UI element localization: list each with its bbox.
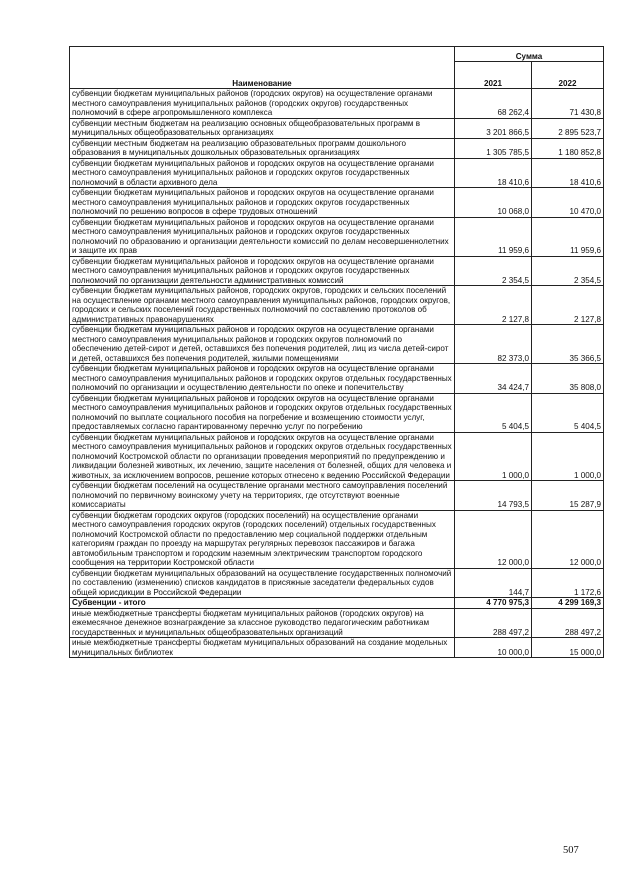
value-2022: 18 410,6 xyxy=(532,158,604,188)
value-2021: 1 305 785,5 xyxy=(455,138,532,158)
value-2021: 2 354,5 xyxy=(455,256,532,286)
row-name: субвенции бюджетам муниципальных районов и городских округов на осуществление органами местного самоуправления муниципальных районов и городских округов государственных полномочий по решению вопросов в сфере трудовых отношений xyxy=(70,188,455,218)
row-name: субвенции бюджетам муниципальных районов и городских округов на осуществление органами местного самоуправления муниципальных районов и городских округов отдельных государственных полномочий по выплате социального пособия на погребение и возмещению стоимости услуг, предоставляемых согласно гарантированному перечню услуг по погребению xyxy=(70,393,455,432)
table-row xyxy=(70,608,604,638)
column-header-name: Наименование xyxy=(70,47,455,89)
table-row xyxy=(70,286,604,325)
page-number: 507 xyxy=(563,845,579,856)
value-2021: 10 068,0 xyxy=(455,188,532,218)
row-name: субвенции бюджетам городских округов (городских поселений) на осуществление органами местного самоуправления городских округов (городских поселений) отдельных государственных полномочий Костромской области по предоставлению мер социальной поддержки отдельным категориям граждан по проезду на маршрутах регулярных перевозок пассажиров и багажа автомобильным транспортом и городским наземным электрическим транспортом городского сообщения на территории Костромской области xyxy=(70,510,455,568)
row-name: субвенции бюджетам поселений на осуществление органами местного самоуправления поселений полномочий по первичному воинскому учету на территориях, где отсутствуют военные комиссариаты xyxy=(70,481,455,511)
total-row xyxy=(70,598,604,609)
value-2022: 12 000,0 xyxy=(532,510,604,568)
value-2021: 12 000,0 xyxy=(455,510,532,568)
row-name: Субвенции - итого xyxy=(70,598,455,609)
value-2022: 15 287,9 xyxy=(532,481,604,511)
value-2022: 2 354,5 xyxy=(532,256,604,286)
row-name: иные межбюджетные трансферты бюджетам муниципальных образований на создание модельных муниципальных библиотек xyxy=(70,638,455,658)
value-2022: 35 808,0 xyxy=(532,364,604,394)
value-2021: 82 373,0 xyxy=(455,325,532,364)
value-2021: 34 424,7 xyxy=(455,364,532,394)
value-2022: 5 404,5 xyxy=(532,393,604,432)
table-row xyxy=(70,638,604,658)
value-2022: 1 172,6 xyxy=(532,568,604,598)
row-name: субвенции бюджетам муниципальных районов и городских округов на осуществление органами местного самоуправления муниципальных районов и городских округов государственных полномочий в области архивного дела xyxy=(70,158,455,188)
value-2022: 10 470,0 xyxy=(532,188,604,218)
table-row xyxy=(70,188,604,218)
column-header-sum: Сумма xyxy=(455,47,604,62)
row-name: субвенции бюджетам муниципальных районов и городских округов на осуществление органами местного самоуправления муниципальных районов и городских округов отдельных государственных полномочий Костромской области по организации проведения мероприятий по предупреждению и ликвидации болезней животных, их лечению, защите населения от болезней, общих для человека и животных, за исключением вопросов, решение которых отнесено к ведению Российской Федерации xyxy=(70,432,455,481)
value-2021: 68 262,4 xyxy=(455,89,532,119)
table-row xyxy=(70,325,604,364)
row-name: иные межбюджетные трансферты бюджетам муниципальных районов (городских округов) на ежемесячное денежное вознаграждение за классное руководство педагогическим работникам государственных и муниципальных общеобразовательных организаций xyxy=(70,608,455,638)
row-name: субвенции бюджетам муниципальных районов и городских округов на осуществление органами местного самоуправления муниципальных районов и городских округов государственных полномочий по образованию и организации деятельности комиссий по делам несовершеннолетних и защите их прав xyxy=(70,217,455,256)
table-row xyxy=(70,138,604,158)
row-name: субвенции бюджетам муниципальных районов и городских округов на осуществление органами местного самоуправления муниципальных районов и городских округов отдельных государственных полномочий по организации и осуществлению деятельности по опеке и попечительству xyxy=(70,364,455,394)
value-2022: 71 430,8 xyxy=(532,89,604,119)
value-2021: 3 201 866,5 xyxy=(455,118,532,138)
row-name: субвенции бюджетам муниципальных районов и городских округов на осуществление органами местного самоуправления муниципальных районов и городских округов полномочий по обеспечению детей-сирот и детей, оставшихся без попечения родителей, лиц из числа детей-сирот и детей, оставшихся без попечения родителей, жилыми помещениями xyxy=(70,325,455,364)
table-row xyxy=(70,118,604,138)
row-name: субвенции местным бюджетам на реализацию основных общеобразовательных программ в муниципальных общеобразовательных организациях xyxy=(70,118,455,138)
value-2022: 1 000,0 xyxy=(532,432,604,481)
row-name: субвенции бюджетам муниципальных районов и городских округов на осуществление органами местного самоуправления муниципальных районов и городских округов государственных полномочий по организации деятельности административных комиссий xyxy=(70,256,455,286)
table-row xyxy=(70,217,604,256)
table-row xyxy=(70,256,604,286)
table-row xyxy=(70,158,604,188)
row-name: субвенции бюджетам муниципальных районов (городских округов) на осуществление органами местного самоуправления муниципальных районов (городских округов) государственных полномочий в сфере агропромышленного комплекса xyxy=(70,89,455,119)
value-2022: 15 000,0 xyxy=(532,638,604,658)
row-name: субвенции местным бюджетам на реализацию образовательных программ дошкольного образования в муниципальных дошкольных образовательных организациях xyxy=(70,138,455,158)
value-2021: 2 127,8 xyxy=(455,286,532,325)
value-2022: 2 895 523,7 xyxy=(532,118,604,138)
table-row xyxy=(70,364,604,394)
value-2021: 4 770 975,3 xyxy=(455,598,532,609)
value-2021: 288 497,2 xyxy=(455,608,532,638)
value-2022: 4 299 169,3 xyxy=(532,598,604,609)
table-row xyxy=(70,89,604,119)
column-header-2022: 2022 xyxy=(532,62,604,89)
value-2021: 14 793,5 xyxy=(455,481,532,511)
value-2021: 5 404,5 xyxy=(455,393,532,432)
table-body xyxy=(70,89,604,658)
value-2022: 1 180 852,8 xyxy=(532,138,604,158)
table-row xyxy=(70,510,604,568)
table-row xyxy=(70,432,604,481)
value-2021: 11 959,6 xyxy=(455,217,532,256)
value-2022: 2 127,8 xyxy=(532,286,604,325)
table-row xyxy=(70,481,604,511)
column-header-2021: 2021 xyxy=(455,62,532,89)
value-2022: 35 366,5 xyxy=(532,325,604,364)
value-2021: 18 410,6 xyxy=(455,158,532,188)
value-2022: 288 497,2 xyxy=(532,608,604,638)
value-2022: 11 959,6 xyxy=(532,217,604,256)
value-2021: 1 000,0 xyxy=(455,432,532,481)
row-name: субвенции бюджетам муниципальных образований на осуществление государственных полномочий по составлению (изменению) списков кандидатов в присяжные заседатели федеральных судов общей юрисдикции в Российской Федерации xyxy=(70,568,455,598)
value-2021: 10 000,0 xyxy=(455,638,532,658)
table-row xyxy=(70,568,604,598)
row-name: субвенции бюджетам муниципальных районов, городских округов, городских и сельских поселений на осуществление органами местного самоуправления муниципальных районов, городских округов, городских и сельских поселений государственных полномочий по составлению протоколов об административных правонарушениях xyxy=(70,286,455,325)
budget-table xyxy=(69,46,604,658)
table-row xyxy=(70,393,604,432)
value-2021: 144,7 xyxy=(455,568,532,598)
